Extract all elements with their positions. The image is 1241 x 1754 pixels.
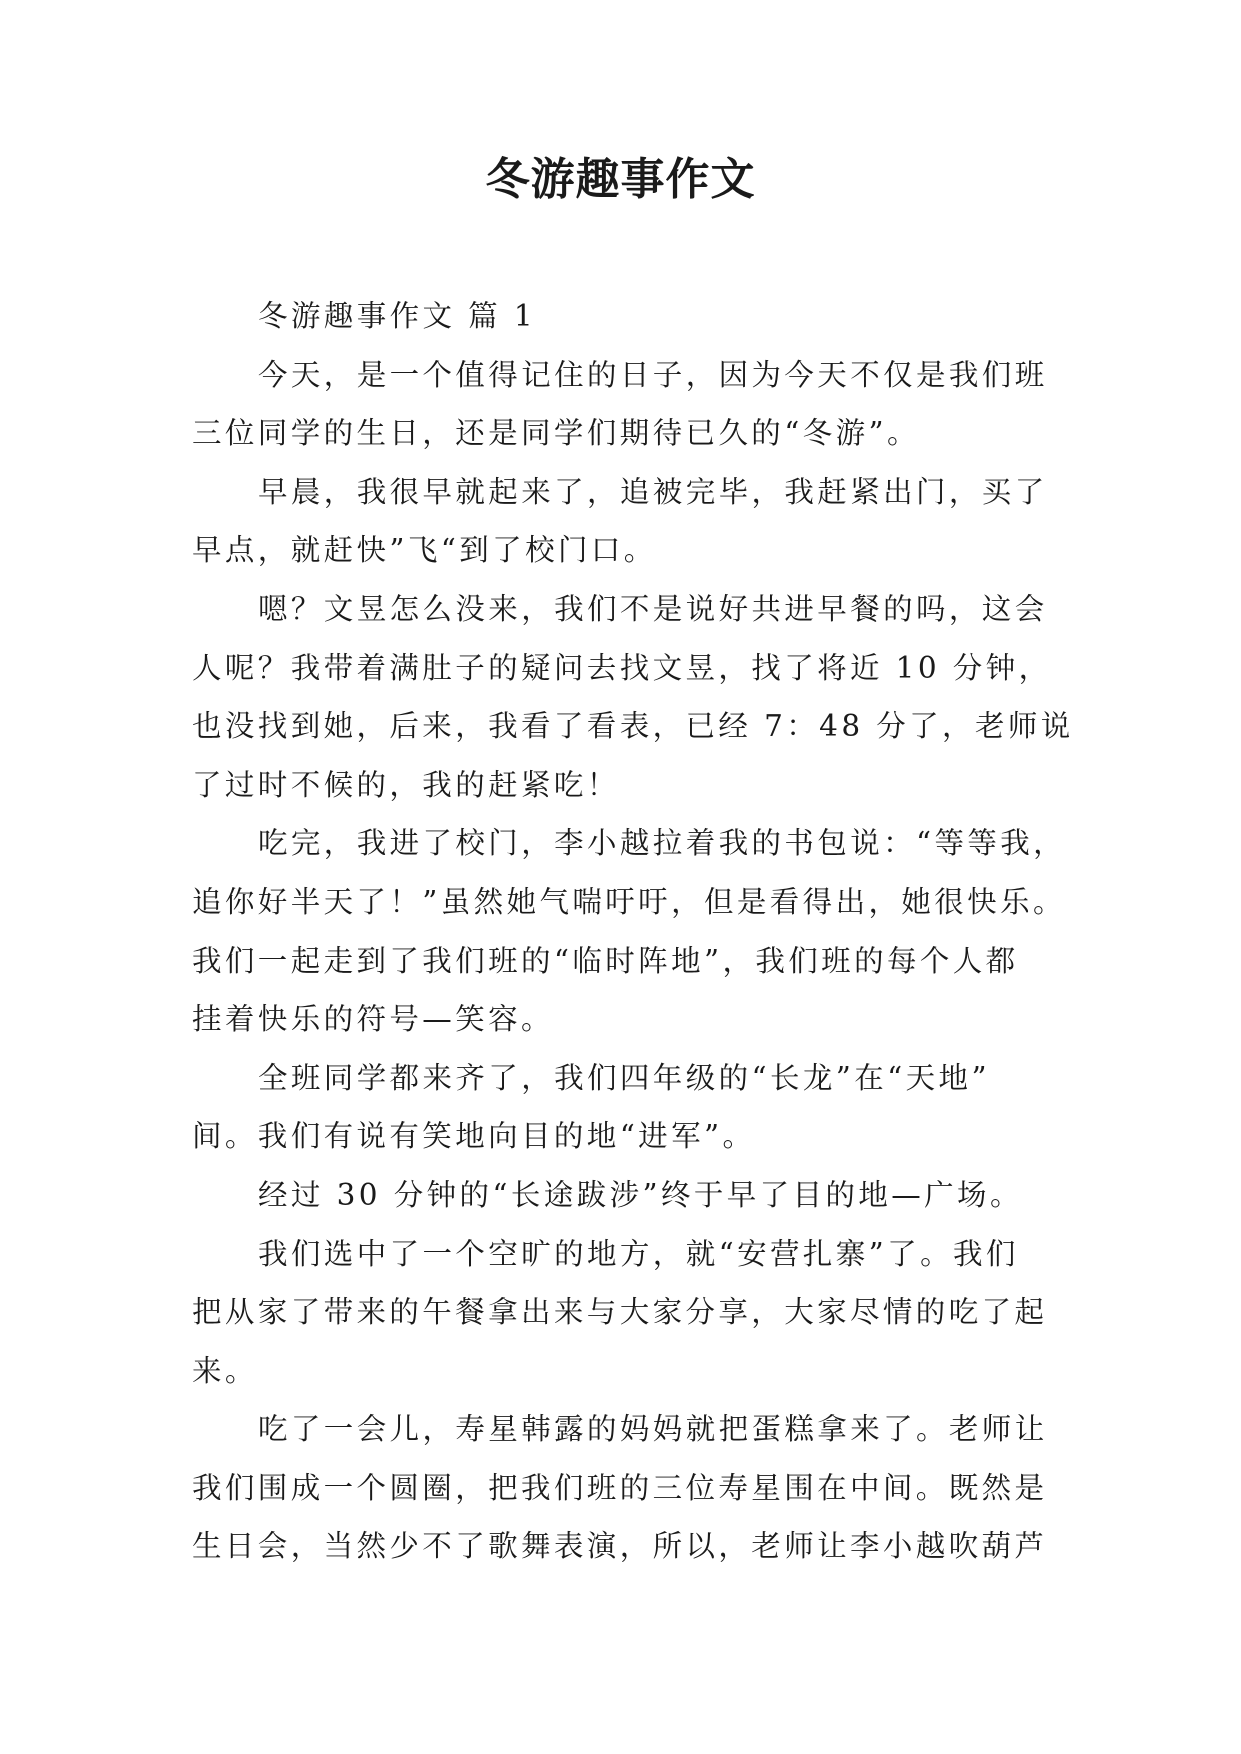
text-line: 人呢？我带着满肚子的疑问去找文昱，找了将近 10 分钟， [192,650,1052,685]
text-line: 吃完，我进了校门，李小越拉着我的书包说：“等等我， [258,826,1067,861]
text-line: 我们围成一个圆圈，把我们班的三位寿星围在中间。既然是 [192,1470,1048,1505]
text-line: 也没找到她，后来，我看了看表，已经 7：48 分了，老师说 [192,709,1074,744]
text-line: 嗯？文昱怎么没来，我们不是说好共进早餐的吗，这会 [258,591,1048,626]
text-line: 了过时不候的，我的赶紧吃！ [192,767,620,802]
text-line: 来。 [192,1353,258,1388]
text-line: 早晨，我很早就起来了，追被完毕，我赶紧出门，买了 [258,474,1048,509]
text-line: 追你好半天了！”虽然她气喘吁吁，但是看得出，她很快乐。 [192,884,1066,919]
document-body [192,287,1072,1576]
text-line: 早点，就赶快”飞“到了校门口。 [192,533,657,568]
document-title: 冬游趣事作文 [485,154,756,205]
text-line: 把从家了带来的午餐拿出来与大家分享，大家尽情的吃了起 [192,1295,1048,1330]
text-line: 我们一起走到了我们班的“临时阵地”，我们班的每个人都 [192,943,1019,978]
body-lines [192,346,1072,1576]
text-line: 吃了一会儿，寿星韩露的妈妈就把蛋糕拿来了。老师让 [258,1412,1048,1447]
text-line: 全班同学都来齐了，我们四年级的“长龙”在“天地” [258,1060,990,1095]
text-line: 经过 30 分钟的“长途跋涉”终于早了目的地—广场。 [258,1177,1023,1212]
text-line: 今天，是一个值得记住的日子，因为今天不仅是我们班 [258,357,1048,392]
text-line: 生日会，当然少不了歌舞表演，所以，老师让李小越吹葫芦 [192,1529,1048,1564]
text-line: 三位同学的生日，还是同学们期待已久的“冬游”。 [192,416,920,451]
text-line: 间。我们有说有笑地向目的地“进军”。 [192,1119,756,1154]
text-line: 我们选中了一个空旷的地方，就“安营扎寨”了。我们 [258,1236,1019,1271]
text-line: 挂着快乐的符号—笑容。 [192,1002,554,1037]
section-heading: 冬游趣事作文 篇 1 [258,299,537,333]
